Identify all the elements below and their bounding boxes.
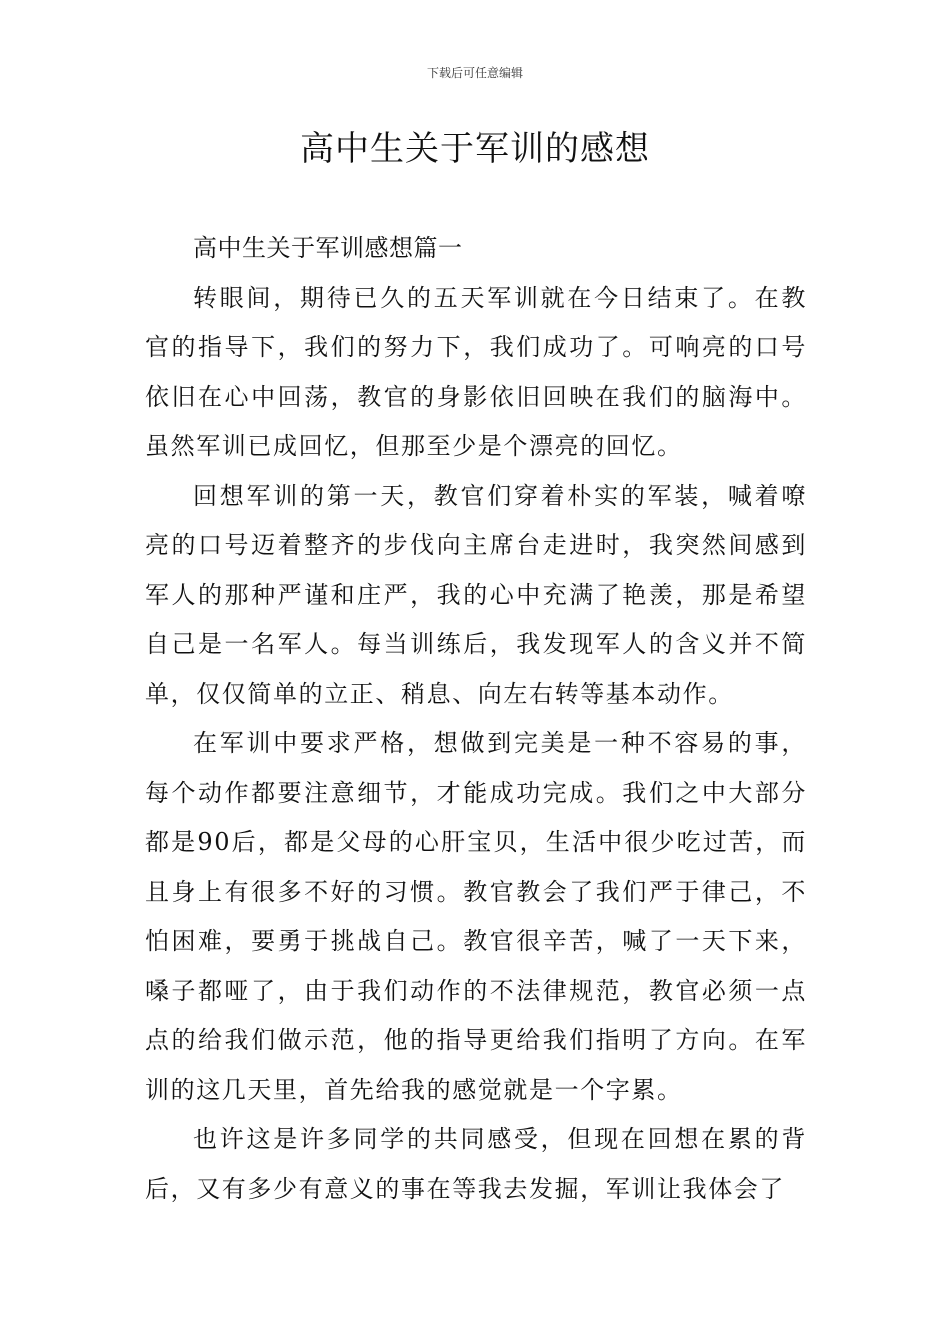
paragraph-3: 在军训中要求严格，想做到完美是一种不容易的事，每个动作都要注意细节，才能成功完成。我们之中大部分都是90后，都是父母的心肝宝贝，生活中很少吃过苦，而且身上有很多不好的习惯。教官教会了我们严于律己，不怕困难，要勇于挑战自己。教官很辛苦，喊了一天下来，嗓子都哑了，由于我们动作的不法律规范，教官必须一点点的给我们做示范，他的指导更给我们指明了方向。在军训的这几天里，首先给我的感觉就是一个字累。: [145, 729, 807, 1104]
section-subtitle: 高中生关于军训感想篇一: [193, 234, 463, 262]
document-body: [145, 224, 807, 1214]
document-title: 高中生关于军训的感想: [300, 129, 650, 169]
paragraph-1: 转眼间，期待已久的五天军训就在今日结束了。在教官的指导下，我们的努力下，我们成功了。可响亮的口号依旧在心中回荡，教官的身影依旧回映在我们的脑海中。虽然军训已成回忆，但那至少是个漂亮的回忆。: [145, 283, 807, 460]
paragraph-2: 回想军训的第一天，教官们穿着朴实的军装，喊着嘹亮的口号迈着整齐的步伐向主席台走进时，我突然间感到军人的那种严谨和庄严，我的心中充满了艳羡，那是希望自己是一名军人。每当训练后，我发现军人的含义并不简单，仅仅简单的立正、稍息、向左右转等基本动作。: [145, 481, 807, 708]
header-note: 下载后可任意编辑: [426, 66, 523, 80]
paragraph-4: 也许这是许多同学的共同感受，但现在回想在累的背后，又有多少有意义的事在等我去发掘，军训让我体会了: [145, 1125, 807, 1203]
